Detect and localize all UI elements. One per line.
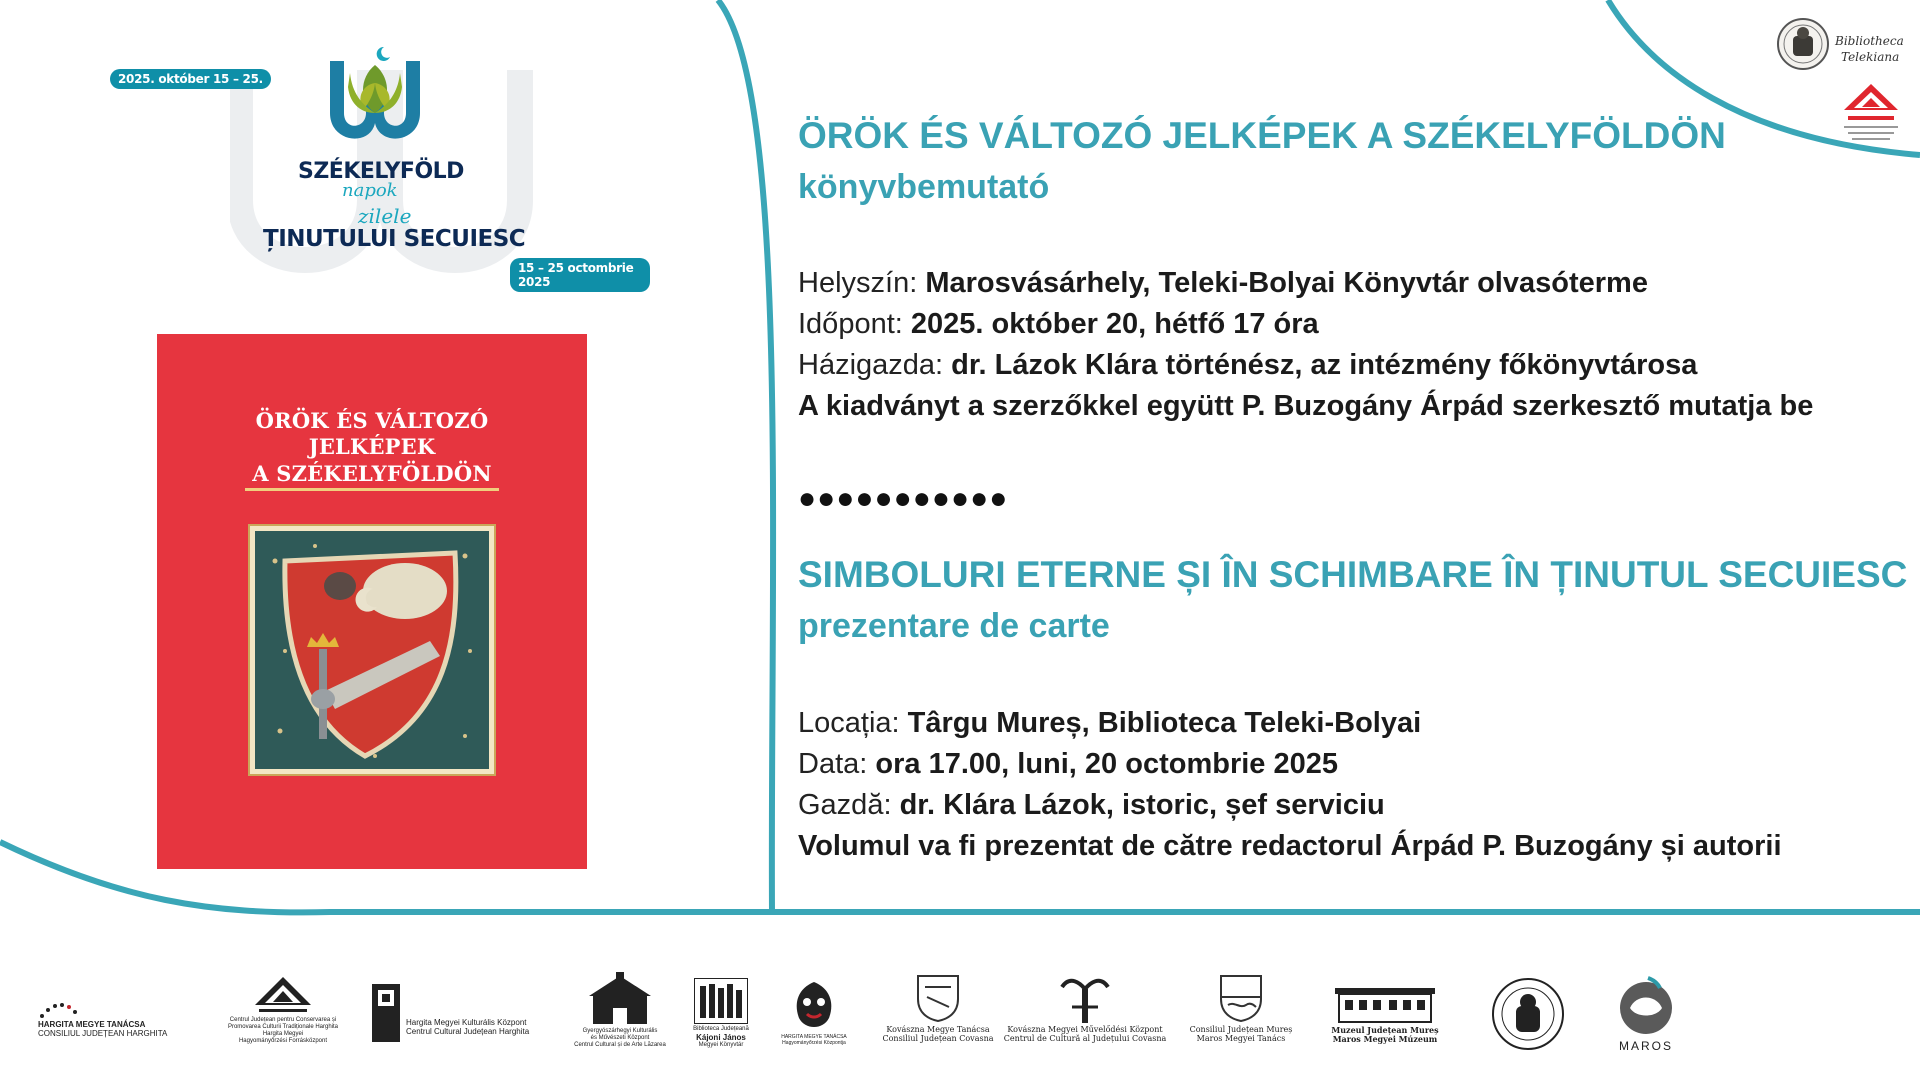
partner-12-line-1: MAROS — [1618, 1039, 1673, 1053]
partner-1-line-1: HARGITA MEGYE TANÁCSA — [38, 1020, 146, 1029]
partner-2-line-3: Hargita Megyei — [262, 1031, 304, 1037]
cover-title-line-3: A SZÉKELYFÖLDÖN — [252, 461, 492, 486]
partner-hagyomanyorzesi — [218, 975, 348, 1045]
roof-pattern-icon — [253, 975, 313, 1015]
library-name-line-1: Bibliotheca — [1835, 34, 1904, 48]
festival-logo — [110, 40, 650, 290]
library-seal-icon — [1775, 16, 1831, 72]
host-row-hu — [798, 349, 1697, 382]
partner-2-line-2: Promovarea Culturii Tradiționale Harghita — [227, 1024, 339, 1030]
partner-kajoni — [688, 978, 754, 1049]
partner-telekiana-seal — [1488, 976, 1568, 1054]
partner-7-line-1: Kovászna Megye Tanácsa — [886, 1025, 990, 1034]
partner-10-line-2: Maros Megyei Múzeum — [1332, 1034, 1438, 1044]
host-row-ro — [798, 789, 1385, 822]
location-value-hu: Marosvásárhely, Teleki-Bolyai Könyvtár olvasóterme — [925, 267, 1648, 299]
location-label-ro: Locația: — [798, 707, 900, 739]
festival-name-ro: ȚINUTULUI SECUIESC — [263, 226, 526, 252]
host-value-ro: dr. Klára Lázok, istoric, șef serviciu — [899, 789, 1385, 821]
partner-5-line-1: Biblioteca Județeană — [693, 1026, 749, 1032]
partner-kovaszna-muvelodesi — [1000, 973, 1170, 1043]
partner-5-line-2: Kájoni János — [696, 1033, 746, 1042]
event-title-ro: SIMBOLURI ETERNE ȘI ÎN SCHIMBARE ÎN ȚINUTUL SECUIESC — [798, 554, 1908, 595]
library-logo — [1775, 16, 1915, 76]
date-row-ro — [798, 748, 1338, 781]
partner-9-line-1: Consiliul Județean Mureș — [1189, 1025, 1293, 1034]
dots-arc-icon — [38, 1002, 78, 1018]
partner-5-line-3: Megyei Könyvtár — [698, 1042, 744, 1048]
cover-rule — [245, 488, 499, 491]
shield-icon — [1218, 973, 1264, 1023]
tulip-emblem-icon — [322, 43, 428, 151]
partner-10-line-1: Muzeul Județean Mureș — [1331, 1025, 1439, 1035]
shield-icon — [915, 973, 961, 1023]
cover-title-line-1: ÖRÖK ÉS VÁLTOZÓ — [255, 408, 489, 433]
time-row-hu — [798, 308, 1319, 341]
museum-icon — [1335, 988, 1435, 1024]
date-label-ro: Data: — [798, 748, 868, 780]
presenter-ro: Volumul va fi prezentat de către redactorul Árpád P. Buzogány și autorii — [798, 830, 1782, 862]
partner-mures-consiliu — [1176, 973, 1306, 1043]
seal-icon — [1490, 976, 1566, 1052]
book-cover — [157, 334, 587, 869]
partner-2-line-1: Centrul Județean pentru Conservarea și — [229, 1017, 337, 1023]
partner-3-line-2: Centrul Cultural Județean Harghita — [406, 1027, 530, 1036]
separator-dots: ●●●●●●●●●●● — [798, 482, 1009, 515]
partner-kovaszna-tanacs — [878, 973, 998, 1043]
location-row-ro — [798, 707, 1421, 740]
cover-title-line-2: JELKÉPEK — [308, 434, 436, 459]
partner-6-line-1: HARGITA MEGYE TANÁCSA — [781, 1034, 847, 1040]
event-title-hu: ÖRÖK ÉS VÁLTOZÓ JELKÉPEK A SZÉKELYFÖLDÖN — [798, 115, 1726, 156]
partner-hargita-kulturalis — [372, 984, 542, 1042]
partner-mures-muzeum — [1320, 988, 1450, 1044]
partner-4-line-1: Gyergyószárhegyi Kulturális — [582, 1028, 658, 1034]
maros-icon — [1608, 974, 1684, 1038]
partner-1-line-2: CONSILIUL JUDEȚEAN HARGHITA — [38, 1029, 168, 1038]
partner-3-line-1: Hargita Megyei Kulturális Központ — [406, 1018, 527, 1027]
date-value-ro: ora 17.00, luni, 20 octombrie 2025 — [875, 748, 1338, 780]
books-icon — [694, 978, 748, 1024]
partner-6-line-2: Hagyományőrzési Központja — [782, 1040, 846, 1046]
partner-9-line-2: Maros Megyei Tanács — [1196, 1034, 1286, 1043]
mask-icon — [789, 980, 839, 1032]
tree-icon — [1058, 973, 1112, 1023]
partner-maros — [1606, 974, 1686, 1053]
host-label-hu: Házigazda: — [798, 349, 944, 381]
host-label-ro: Gazdă: — [798, 789, 892, 821]
location-label-hu: Helyszín: — [798, 267, 918, 299]
festival-date-ro: 15 – 25 octombrie 2025 — [510, 258, 650, 292]
host-value-hu: dr. Lázok Klára történész, az intézmény főkönyvtárosa — [951, 349, 1698, 381]
partner-7-line-2: Consiliul Județean Covasna — [882, 1034, 994, 1043]
red-emblem-logo — [1838, 80, 1904, 146]
event-subtitle-hu: könyvbemutató — [798, 168, 1050, 206]
roof-pattern-red-icon — [1838, 80, 1904, 146]
partner-4-line-2: és Művészeti Központ — [590, 1035, 650, 1041]
partner-hargita-tanacs — [38, 1002, 198, 1038]
partner-2-line-4: Hagyományőrzési Forrásközpont — [238, 1038, 328, 1044]
partner-lazarea — [565, 972, 675, 1049]
festival-date-hu: 2025. október 15 – 25. — [110, 69, 271, 89]
time-label-hu: Időpont: — [798, 308, 903, 340]
coat-of-arms-painting — [255, 531, 489, 769]
library-name-line-2: Telekiana — [1841, 50, 1900, 64]
location-value-ro: Târgu Mureș, Biblioteca Teleki-Bolyai — [907, 707, 1422, 739]
partner-4-line-3: Centrul Cultural și de Arte Lăzarea — [574, 1042, 666, 1048]
festival-napok: napok — [342, 180, 398, 201]
cover-frame — [248, 524, 496, 776]
partner-8-line-1: Kovászna Megyei Művelődési Központ — [1007, 1025, 1163, 1034]
partner-hagyomany-kozpont — [770, 980, 858, 1046]
festival-zilele: zilele — [358, 204, 412, 228]
festival-name-hu: SZÉKELYFÖLD — [298, 159, 464, 184]
partner-8-line-2: Centrul de Cultură al Județului Covasna — [1003, 1034, 1167, 1043]
castle-icon — [585, 972, 655, 1026]
presenter-hu: A kiadványt a szerzőkkel együtt P. Buzogány Árpád szerkesztő mutatja be — [798, 390, 1814, 422]
square-emblem-icon — [372, 984, 400, 1042]
location-row-hu — [798, 267, 1648, 300]
event-subtitle-ro: prezentare de carte — [798, 607, 1110, 645]
time-value-hu: 2025. október 20, hétfő 17 óra — [910, 308, 1319, 340]
